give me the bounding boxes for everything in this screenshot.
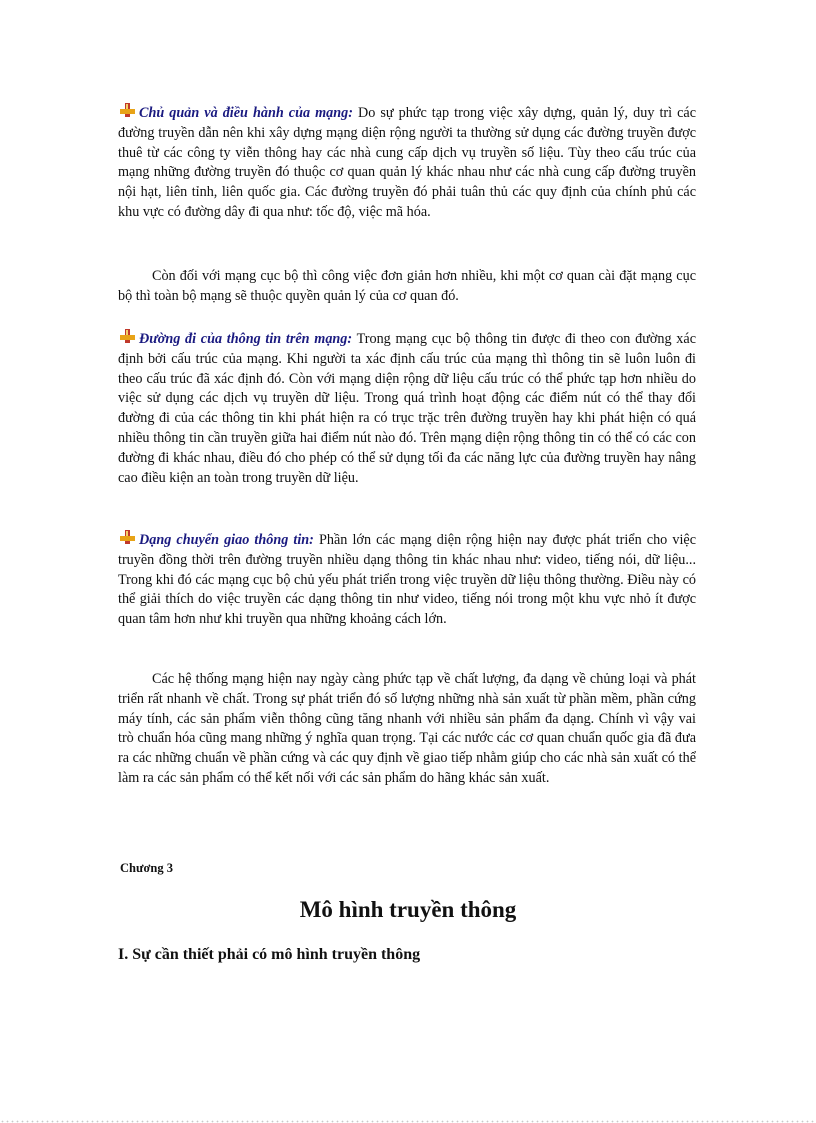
paragraph-transfer-types <box>118 530 696 630</box>
paragraph-text: Phần lớn các mạng diện rộng hiện nay được phát triển cho việc truyền đồng thời trên đường truyền nhiều dạng thông tin khác nhau như: video, tiếng nói, dữ liệu... Trong khi đó các mạng cục bộ chủ yếu phát triển trong việc truyền dữ liệu thông thường. Điều này có thể giải thích do việc truyền các dạng thông tin như video, tiếng nói trong một khu vực nhỏ ít được quan tâm hơn như khi truyền qua những khoảng cách lớn. <box>118 532 696 628</box>
chapter-label: Chương 3 <box>120 861 173 875</box>
plus-bullet-icon <box>118 329 138 345</box>
paragraph-lead: Dạng chuyển giao thông tin: <box>139 532 314 548</box>
paragraph-lead: Chủ quản và điều hành của mạng: <box>139 105 353 121</box>
paragraph-text: Trong mạng cục bộ thông tin được đi theo con đường xác định bởi cấu trúc của mạng. Khi người ta xác định cấu trúc của mạng thì thông tin sẽ luôn luôn đi theo cấu trúc đã xác định đó. Còn với mạng diện rộng dữ liệu cấu trúc có thể phức tạp hơn nhiều do việc sử dụng các dịch vụ truyền dữ liệu. Trong quá trình hoạt động các điểm nút có thể thay đổi đường đi của các thông tin khi phát hiện ra có trục trặc trên đường truyền hay khi phát hiện có quá nhiều thông tin cần truyền giữa hai điểm nút nào đó. Trên mạng diện rộng thông tin có thể có các con đường đi khác nhau, điều đó cho phép có thể sử dụng tối đa các năng lực của đường truyền hay nâng cao điều kiện an toàn trong truyền dữ liệu. <box>118 331 696 486</box>
paragraph-standards <box>118 670 696 789</box>
paragraph-text: Do sự phức tạp trong việc xây dựng, quản lý, duy trì các đường truyền dẫn nên khi xây dựng mạng diện rộng người ta thường sử dụng các đường truyền được thuê từ các công ty viễn thông hay các nhà cung cấp dịch vụ truyền số liệu. Tùy theo cấu trúc của mạng những đường truyền đó thuộc cơ quan quản lý khác nhau như các nhà cung cấp đường truyền nội hạt, liên tỉnh, liên quốc gia. Các đường truyền đó phải tuân thủ các quy định của chính phủ các khu vực có đường dây đi qua như: tốc độ, việc mã hóa. <box>118 105 696 220</box>
paragraph-management <box>118 103 696 223</box>
paragraph-lead: Đường đi của thông tin trên mạng: <box>139 331 353 347</box>
paragraph-lan-management <box>118 267 696 307</box>
plus-bullet-icon <box>118 103 138 119</box>
section-heading: I. Sự cần thiết phải có mô hình truyền thông <box>118 946 421 963</box>
paragraph-routing <box>118 329 696 488</box>
chapter-title: Mô hình truyền thông <box>299 897 517 922</box>
plus-bullet-icon <box>118 530 138 546</box>
paragraph-text: Còn đối với mạng cục bộ thì công việc đơn giản hơn nhiều, khi một cơ quan cài đặt mạng cục bộ thì toàn bộ mạng sẽ thuộc quyền quản lý của cơ quan đó. <box>118 268 696 304</box>
paragraph-text: Các hệ thống mạng hiện nay ngày càng phức tạp về chất lượng, đa dạng về chủng loại và phát triển rất nhanh về chất. Trong sự phát triển đó số lượng những nhà sản xuất từ phần mềm, phần cứng máy tính, các sản phẩm viễn thông cũng tăng nhanh với nhiều sản phẩm đa dạng. Chính vì vậy vai trò chuẩn hóa cũng mang những ý nghĩa quan trọng. Tại các nước các cơ quan chuẩn quốc gia đã đưa ra các những chuẩn về phần cứng và các quy định về giao tiếp nhằm giúp cho các nhà sản xuất có thể làm ra các sản phẩm có thể kết nối với các sản phẩm do hãng khác sản xuất. <box>118 671 696 786</box>
